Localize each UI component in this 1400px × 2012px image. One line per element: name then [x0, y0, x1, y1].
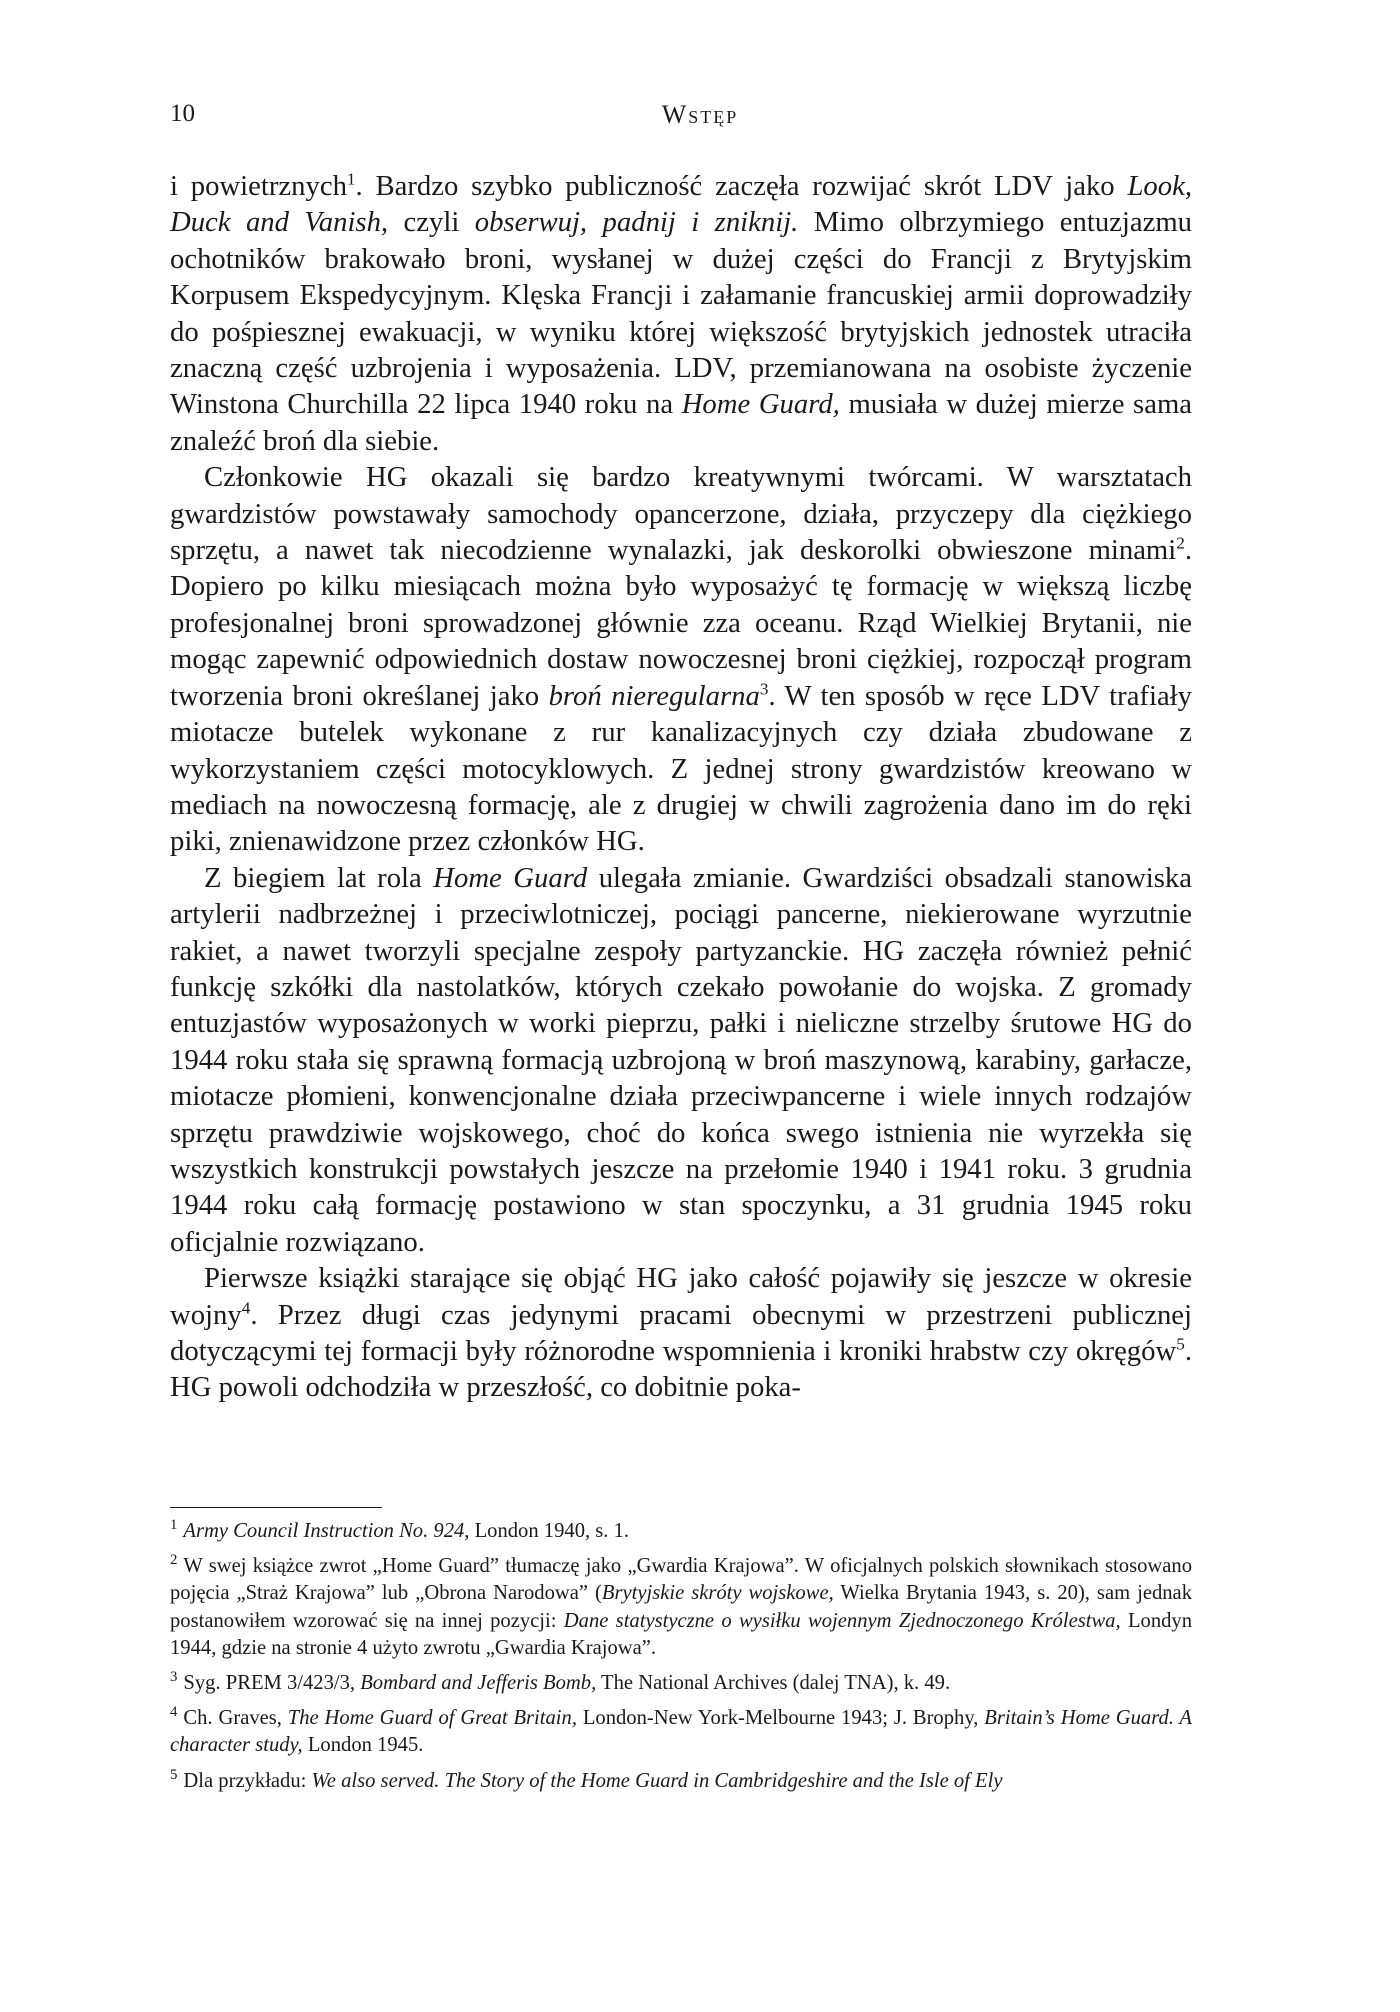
footnote-4: [170, 1705, 1192, 1759]
text-run: . Bardzo szybko publiczność zaczęła rozwijać skrót LDV jako: [355, 170, 1128, 202]
text-run: . Dopiero po kilku miesiącach można było wyposażyć tę formację w większą liczbę profesjonalnej broni sprowadzonej głównie zza oceanu. Rząd Wielkiej Brytanii, nie mogąc zapewnić odpowiednich dostaw nowoczesnej broni ciężkiej, rozpoczął program tworzenia broni określanej jako: [170, 534, 1192, 712]
italic-text: We also served. The Story of the Home Guard in Cambridgeshire and the Isle of Ely: [311, 1769, 1003, 1792]
footnote-number: 1: [170, 1517, 178, 1534]
footnote-ref-5: 5: [1176, 1334, 1185, 1354]
text-run: Pierwsze książki starające się objąć HG jako całość pojawiły się jeszcze w okresie wojny: [170, 1262, 1192, 1331]
text-run: czyli: [388, 206, 475, 239]
text-run: Z biegiem lat rola: [204, 861, 434, 894]
footnote-5: [170, 1768, 1192, 1795]
text-run: London 1945.: [302, 1734, 424, 1757]
text-run: Londyn 1944, gdzie na stronie 4 użyto zwrotu „Gwardia Krajowa”.: [170, 1609, 1193, 1659]
footnote-ref-4: 4: [241, 1298, 251, 1318]
text-run: London-New York-Melbourne 1943; J. Brophy,: [576, 1707, 985, 1730]
paragraph-4: [170, 1260, 1192, 1406]
text-run: Dla przykładu:: [183, 1769, 312, 1792]
chapter-title: Wstęp: [661, 100, 739, 129]
text-run: ulegała zmianie. Gwardziści obsadzali stanowiska artylerii nadbrzeżnej i przeciwlotniczej, pociągi pancerne, niekierowane wyrzutnie rakiet, a nawet tworzyli specjalne zespoły partyzanckie. HG zaczęła również pełnić funkcję szkółki dla nastolatków, których czekało powołanie do wojska. Z gromady entuzjastów wyposażonych w worki pieprzu, pałki i nieliczne strzelby śrutowe HG do 1944 roku stała się sprawną formacją uzbrojoną w broń maszynową, karabiny, garłacze, miotacze płomieni, konwencjonalne działa przeciwpancerne i wiele innych rodzajów sprzętu prawdziwie wojskowego, choć do końca swego istnienia nie wyrzekła się wszystkich konstrukcji powstałych jeszcze na przełomie 1940 i 1941 roku. 3 grudnia 1944 roku całą formację postawiono w stan spoczynku, a 31 grudnia 1945 roku oficjalnie rozwiązano.: [170, 861, 1193, 1258]
running-head: [170, 100, 1230, 136]
footnote-3: [170, 1670, 1192, 1697]
paragraph-1: [170, 168, 1192, 459]
main-text: [170, 168, 1192, 1406]
italic-text: Dane statystyczne o wysiłku wojennym Zjednoczonego Królestwa,: [563, 1609, 1121, 1632]
text-run: i powietrznych: [170, 170, 347, 202]
footnote-number: 3: [170, 1669, 178, 1686]
text-run: . Przez długi czas jedynymi pracami obecnymi w przestrzeni publicznej dotyczącymi tej formacji były różnorodne wspomnienia i kroniki hrabstw czy okręgów: [170, 1298, 1192, 1367]
text-run: musiała w dużej mierze sama znaleźć broń dla siebie.: [170, 388, 1192, 457]
text-run: Wielka Brytania 1943, s. 20), sam jednak postanowiłem wzorować się na innej pozycji:: [170, 1582, 1192, 1632]
italic-text: broń nieregularna: [548, 679, 760, 712]
italic-text: Home Guard: [433, 861, 588, 894]
footnote-1: [170, 1518, 1192, 1545]
footnote-ref-2: 2: [1176, 533, 1185, 553]
text-run: . HG powoli odchodziła w przeszłość, co dobitnie poka-: [170, 1335, 1192, 1404]
footnote-number: 4: [170, 1704, 178, 1721]
footnote-2: [170, 1553, 1192, 1662]
italic-text: Brytyjskie skróty wojskowe,: [601, 1582, 834, 1605]
paragraph-3: [170, 860, 1192, 1260]
text-run: Mimo olbrzymiego entuzjazmu ochotników brakowało broni, wysłanej w dużej części do Francji z Brytyjskim Korpusem Ekspedycyjnym. Klęska Francji i załamanie francuskiej armii doprowadziły do pośpiesznej ewakuacji, w wyniku której większość brytyjskich jednostek utraciła znaczną część uzbrojenia i wyposażenia. LDV, przemianowana na osobiste życzenie Winstona Churchilla 22 lipca 1940 roku na: [170, 206, 1192, 421]
italic-text: Look, Duck and Vanish,: [170, 170, 1192, 239]
italic-text: Bombard and Jefferis Bomb,: [360, 1672, 597, 1695]
text-run: Członkowie HG okazali się bardzo kreatywnymi twórcami. W warsztatach gwardzistów powstawały samochody opancerzone, działa, przyczepy dla ciężkiego sprzętu, a nawet tak niecodzienne wynalazki, jak deskorolki obwieszone minami: [170, 461, 1192, 567]
text-run: W swej książce zwrot „Home Guard” tłumaczę jako „Gwardia Krajowa”. W oficjalnych polskich słownikach stosowano pojęcia „Straż Krajowa” lub „Obrona Narodowa” (: [170, 1555, 1192, 1605]
footnote-number: 2: [170, 1552, 178, 1569]
footnote-divider: [170, 1507, 382, 1508]
text-run: London 1940, s. 1.: [469, 1520, 630, 1542]
page-number: 10: [170, 100, 195, 127]
text-run: Ch. Graves,: [183, 1707, 288, 1730]
footnote-number: 5: [170, 1766, 178, 1783]
footnotes: [170, 1518, 1192, 1803]
italic-text: obserwuj, padnij i zniknij.: [474, 206, 799, 239]
italic-text: The Home Guard of Great Britain,: [287, 1707, 577, 1730]
paragraph-2: [170, 459, 1192, 859]
footnote-ref-1: 1: [346, 169, 356, 189]
text-run: . W ten sposób w ręce LDV trafiały miotacze butelek wykonane z rur kanalizacyjnych czy działa zbudowane z wykorzystaniem części motocyklowych. Z jednej strony gwardzistów kreowano w mediach na nowoczesną formację, ale z drugiej w chwili zagrożenia dano im do ręki piki, znienawidzone przez członków HG.: [170, 679, 1192, 858]
italic-text: Home Guard,: [681, 388, 840, 421]
text-run: The National Archives (dalej TNA), k. 49.: [596, 1672, 951, 1695]
italic-text: Army Council Instruction No. 924,: [183, 1520, 470, 1542]
italic-text: Britain’s Home Guard. A character study,: [170, 1707, 1192, 1757]
footnote-ref-3: 3: [759, 679, 769, 699]
text-run: Syg. PREM 3/423/3,: [183, 1672, 361, 1695]
